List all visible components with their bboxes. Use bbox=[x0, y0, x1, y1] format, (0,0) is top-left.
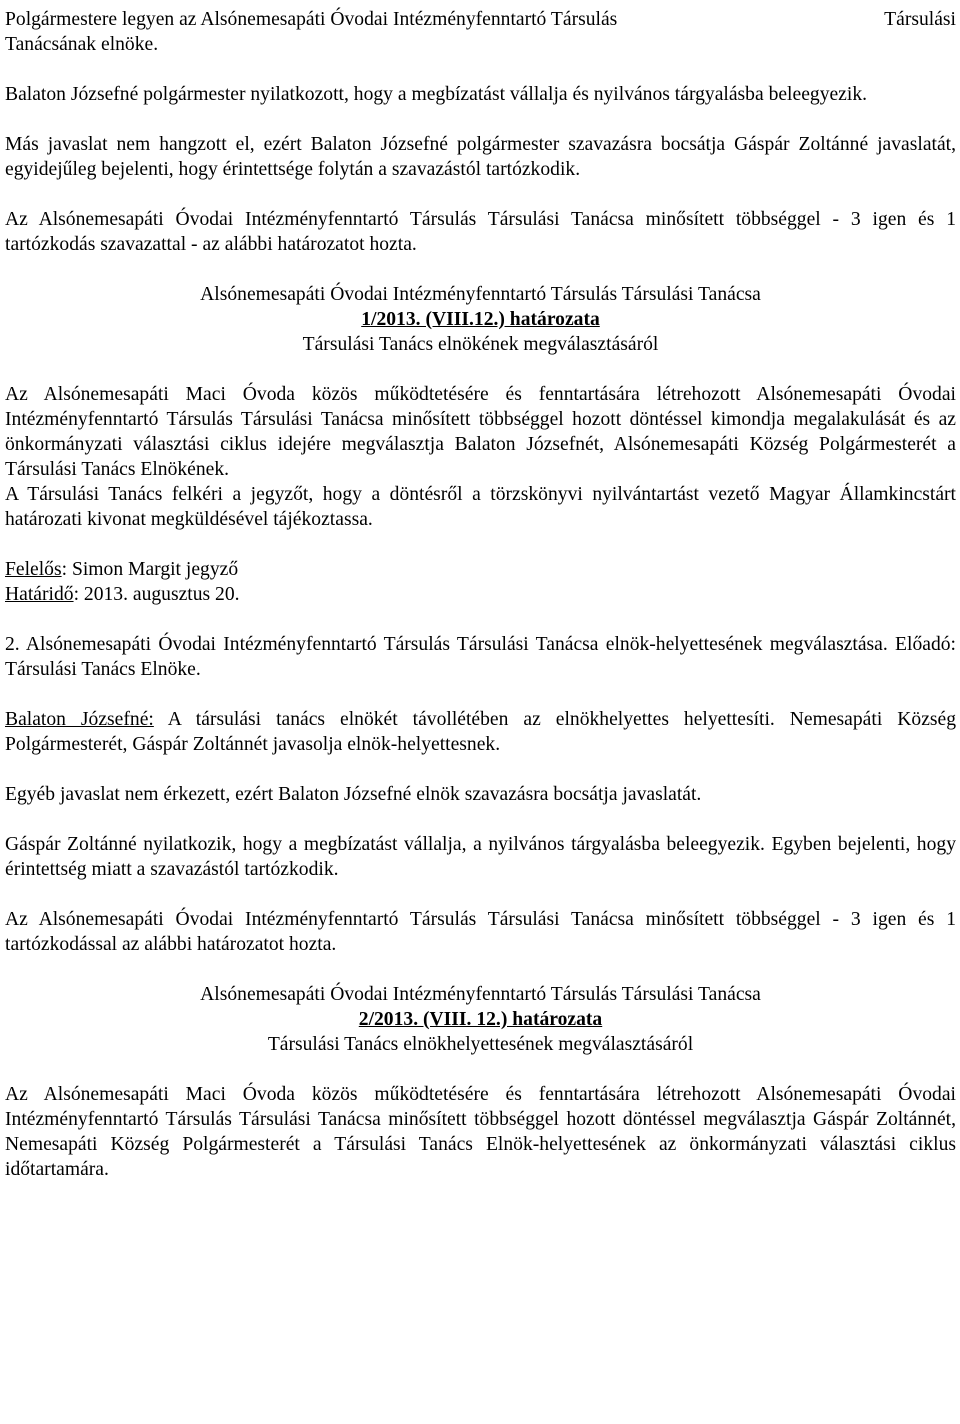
agenda-item-2-presenter: Előadó: Társulási Tanács Elnöke. bbox=[5, 634, 956, 680]
resolution1-subject: Társulási Tanács elnökének megválasztásáról bbox=[302, 334, 659, 355]
deadline-value: : 2013. augusztus 20. bbox=[73, 584, 240, 605]
resolution1-text: Az Alsónemesapáti Maci Óvoda közös működtetésére és fenntartására létrehozott Alsónemesapáti Óvodai Intézményfenntartó Társulás Társulási Tanácsa minősített többséggel hozott döntéssel kimondja megalakulását és az önkormányzati választási ciklus idejére megválasztja Balaton Józsefnét, Alsónemesapáti Község Polgármesterét a Társulási Tanács Elnökének. bbox=[5, 384, 956, 480]
paragraph-proposal bbox=[5, 707, 956, 757]
paragraph-vote-call: Más javaslat nem hangzott el, ezért Balaton Józsefné polgármester szavazásra bocsátja Gáspár Zoltánné javaslatát, egyidejűleg bejelenti, hogy érintettsége folytán a szavazástól tartózkodik. bbox=[5, 134, 956, 180]
resolution1-responsible bbox=[5, 557, 956, 582]
resolution2-number: 2/2013. (VIII. 12.) határozata bbox=[358, 1009, 603, 1030]
speaker-name: Balaton Józsefné: bbox=[5, 709, 154, 730]
resolution2-text: Az Alsónemesapáti Maci Óvoda közös működtetésére és fenntartására létrehozott Alsónemesapáti Óvodai Intézményfenntartó Társulás Társulási Tanácsa minősített többséggel hozott döntéssel megválasztja Gáspár Zoltánnét, Nemesapáti Község Polgármesterét a Társulási Tanács Elnök-helyettesének az önkormányzati választási ciklus időtartamára. bbox=[5, 1084, 956, 1180]
paragraph-deputy-acceptance: Gáspár Zoltánné nyilatkozik, hogy a megbízatást vállalja, a nyilvános tárgyalásba beleegyezik. Egyben bejelenti, hogy érintettség miatt a szavazástól tartózkodik. bbox=[5, 834, 956, 880]
proposal-text: A társulási tanács elnökét távollétében az elnökhelyettes helyettesíti. Nemesapáti Község Polgármesterét, Gáspár Zoltánnét javasolja elnök-helyettesnek. bbox=[5, 709, 957, 755]
paragraph-acceptance: Balaton Józsefné polgármester nyilatkozott, hogy a megbízatást vállalja és nyilvános tárgyalásba beleegyezik. bbox=[5, 84, 868, 105]
paragraph-no-other-proposal: Egyéb javaslat nem érkezett, ezért Balaton Józsefné elnök szavazásra bocsátja javaslatát. bbox=[5, 784, 702, 805]
nomination-text-left: Polgármestere legyen az Alsónemesapáti Óvodai Intézményfenntartó Társulás bbox=[5, 9, 618, 30]
nomination-text-line2: Tanácsának elnöke. bbox=[5, 34, 159, 55]
paragraph-vote-result: Az Alsónemesapáti Óvodai Intézményfenntartó Társulás Társulási Tanácsa minősített többséggel - 3 igen és 1 tartózkodás szavazattal - az alábbi határozatot hozta. bbox=[5, 209, 956, 255]
nomination-text-right: Társulási bbox=[884, 9, 956, 30]
resolution2-body: Alsónemesapáti Óvodai Intézményfenntartó Társulás Társulási Tanácsa bbox=[200, 984, 761, 1005]
document-page bbox=[5, 7, 956, 1182]
agenda-item-2 bbox=[5, 632, 956, 682]
resolution2-subject: Társulási Tanács elnökhelyettesének megválasztásáról bbox=[267, 1034, 694, 1055]
resolution1-instruction: A Társulási Tanács felkéri a jegyzőt, hogy a döntésről a törzskönyvi nyilvántartást vezető Magyar Államkincstárt határozati kivonat megküldésével tájékoztassa. bbox=[5, 484, 956, 530]
resolution1-number: 1/2013. (VIII.12.) határozata bbox=[361, 309, 600, 330]
responsible-value: : Simon Margit jegyző bbox=[61, 559, 239, 580]
paragraph-nomination-line1 bbox=[5, 7, 956, 32]
responsible-label: Felelős bbox=[5, 559, 62, 580]
agenda-item-2-text: 2. Alsónemesapáti Óvodai Intézményfenntartó Társulás Társulási Tanácsa elnök-helyettesének megválasztása. bbox=[5, 634, 888, 655]
paragraph-vote-result-2: Az Alsónemesapáti Óvodai Intézményfenntartó Társulás Társulási Tanácsa minősített többséggel - 3 igen és 1 tartózkodással az alábbi határozatot hozta. bbox=[5, 909, 956, 955]
resolution1-body: Alsónemesapáti Óvodai Intézményfenntartó Társulás Társulási Tanácsa bbox=[200, 284, 761, 305]
resolution1-deadline bbox=[5, 582, 956, 607]
deadline-label: Határidő bbox=[5, 584, 74, 605]
